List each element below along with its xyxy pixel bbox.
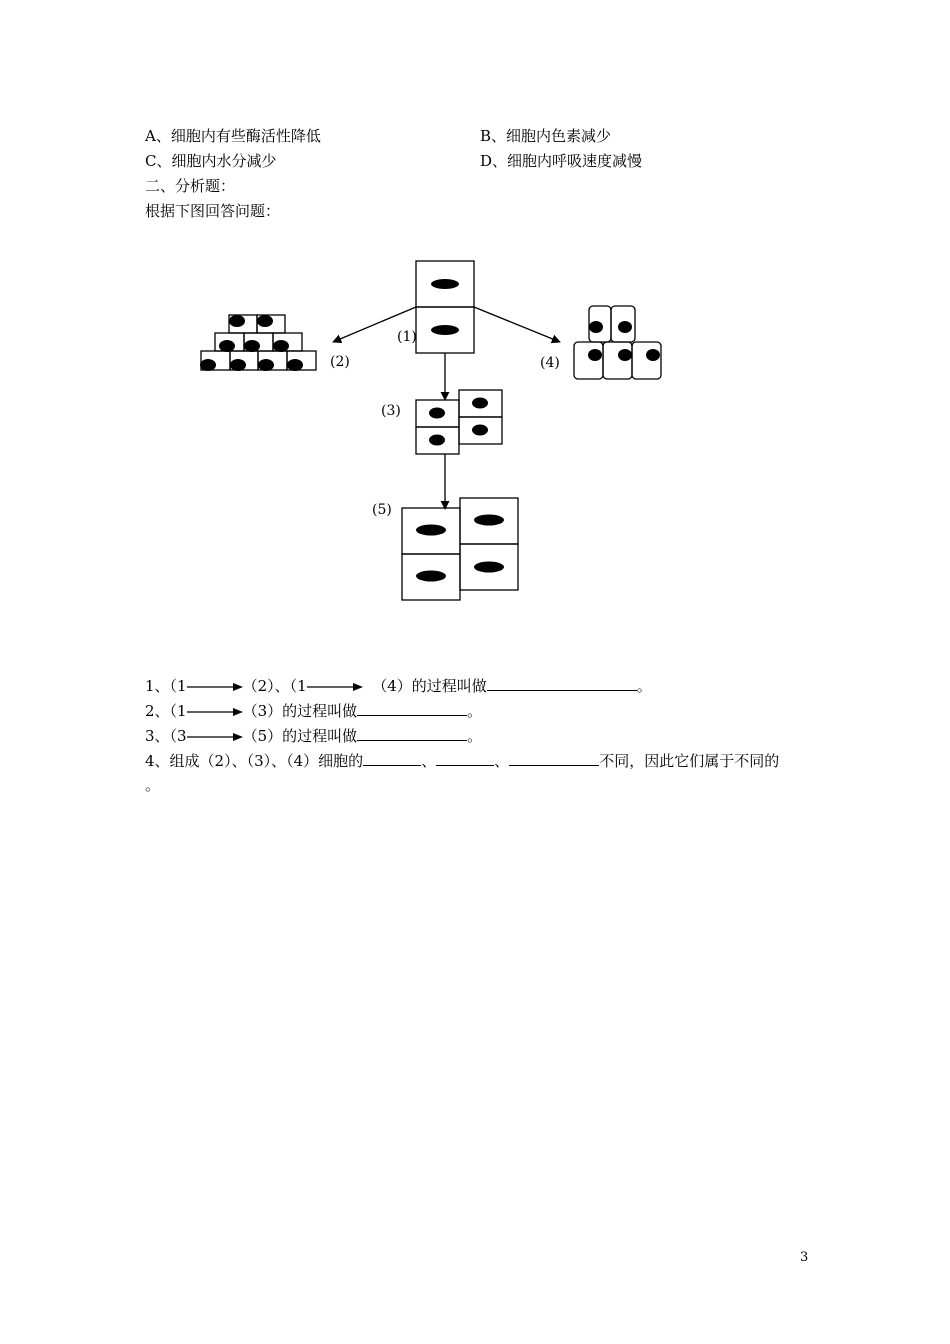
answer-blank-3[interactable] (357, 725, 467, 741)
arrow-to-4 (474, 307, 560, 342)
arrow-icon (187, 731, 243, 743)
answer-blank-4b[interactable] (436, 750, 494, 766)
label-3: (3) (381, 403, 401, 419)
option-d: D、细胞内呼吸速度减慢 (480, 152, 643, 170)
label-5: (5) (372, 502, 392, 518)
intro-text: 根据下图回答问题： (145, 202, 281, 220)
answer-blank-4c[interactable] (509, 750, 599, 766)
option-c: C、细胞内水分减少 (145, 152, 277, 170)
question-2: 2、（1 （3）的过程叫做 。 (145, 702, 483, 720)
section-title: 二、分析题： (145, 177, 236, 195)
option-b: B、细胞内色素减少 (480, 127, 612, 145)
arrow-icon (187, 681, 243, 693)
label-2: (2) (330, 354, 350, 370)
arrow-icon (187, 706, 243, 718)
question-4: 4、组成（2）、（3）、（4）细胞的 、 、 不同，因此它们属于不同的 (145, 752, 780, 770)
question-4-continuation: 。 (145, 776, 161, 794)
arrow-icon (307, 681, 363, 693)
option-a: A、细胞内有些酶活性降低 (145, 127, 321, 145)
answer-blank-4a[interactable] (363, 750, 421, 766)
question-1: 1、（1 （2）、（1 （4）的过程叫做 。 (145, 677, 652, 695)
answer-blank-2[interactable] (357, 700, 467, 716)
page-number: 3 (800, 1250, 809, 1265)
answer-blank-1[interactable] (487, 675, 637, 691)
question-3: 3、（3 （5）的过程叫做 。 (145, 727, 483, 745)
label-1: (1) (397, 329, 417, 345)
label-4: (4) (540, 355, 560, 371)
